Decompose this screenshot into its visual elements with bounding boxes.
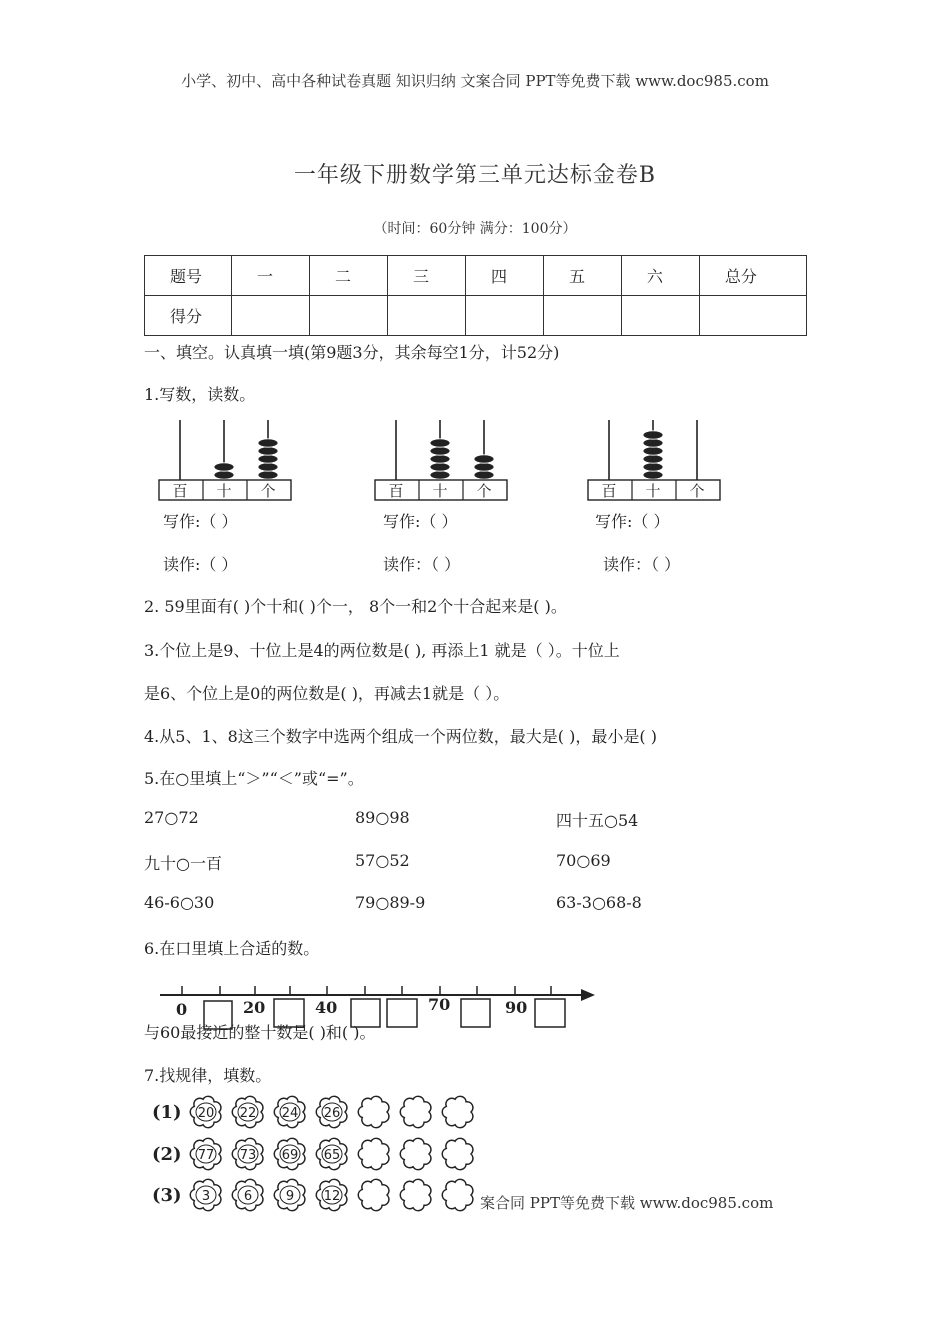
- flower-number: 20: [197, 1106, 215, 1121]
- abacus-bead: [643, 431, 663, 439]
- abacus-column-label: 十: [645, 482, 661, 500]
- score-cell[interactable]: [309, 296, 387, 336]
- nearest-tens-question: 与60最接近的整十数是( )和( )。: [144, 1023, 376, 1042]
- score-header-cell: 六: [621, 256, 699, 296]
- compare-item[interactable]: 46-6○30: [144, 893, 215, 912]
- abacus-bead: [474, 455, 494, 463]
- write-answer-2[interactable]: 写作:（ ）: [383, 512, 458, 531]
- score-header-cell: 二: [309, 256, 387, 296]
- abacus-bead: [214, 471, 234, 479]
- blank-flower[interactable]: [442, 1179, 473, 1210]
- question-6: 6.在口里填上合适的数。: [144, 939, 320, 958]
- pattern-row-label: (2): [152, 1144, 182, 1165]
- abacus-bead: [474, 463, 494, 471]
- abacus-bead: [214, 463, 234, 471]
- abacus-bead: [430, 471, 450, 479]
- abacus-bead: [430, 455, 450, 463]
- number-line-label: 70: [428, 995, 451, 1014]
- abacus-column-label: 十: [216, 482, 232, 500]
- flower-number: 24: [281, 1106, 299, 1121]
- score-table: [144, 255, 807, 336]
- pattern-row-1-svg: [150, 1094, 490, 1130]
- number-line-arrow: [581, 989, 595, 1001]
- compare-item[interactable]: 57○52: [355, 851, 410, 870]
- blank-flower[interactable]: [442, 1138, 473, 1169]
- flower-number: 6: [243, 1189, 253, 1204]
- pattern-row-3: [150, 1177, 490, 1217]
- compare-item[interactable]: 89○98: [355, 808, 410, 827]
- score-cell[interactable]: [543, 296, 621, 336]
- abacus-bead: [258, 463, 278, 471]
- abacus-bead: [430, 463, 450, 471]
- pattern-row-2: [150, 1136, 490, 1176]
- abacus-bead: [643, 455, 663, 463]
- score-cell[interactable]: [621, 296, 699, 336]
- score-cell[interactable]: [465, 296, 543, 336]
- abacus-bead: [643, 463, 663, 471]
- question-7: 7.找规律，填数。: [144, 1066, 272, 1085]
- answer-box[interactable]: [461, 999, 490, 1027]
- question-3-line-2: 是6、个位上是0的两位数是( )，再减去1就是（ ）。: [144, 684, 510, 703]
- abacus-2-svg: [374, 418, 514, 503]
- read-answer-3[interactable]: 读作：（ ）: [603, 555, 681, 574]
- pattern-row-3-svg: [150, 1177, 490, 1213]
- score-cell[interactable]: [699, 296, 806, 336]
- abacus-bead: [258, 439, 278, 447]
- flower-number: 77: [197, 1148, 215, 1163]
- pattern-row-label: (1): [152, 1102, 182, 1123]
- flower-number: 12: [323, 1189, 341, 1204]
- question-2: 2. 59里面有( )个十和( )个一， 8个一和2个十合起来是( )。: [144, 597, 567, 616]
- score-header-cell: 一: [232, 256, 310, 296]
- blank-flower[interactable]: [358, 1179, 389, 1210]
- compare-item[interactable]: 63-3○68-8: [556, 893, 642, 912]
- abacus-bead: [643, 447, 663, 455]
- score-cell[interactable]: [232, 296, 310, 336]
- blank-flower[interactable]: [358, 1096, 389, 1127]
- abacus-column-label: 个: [689, 482, 705, 500]
- abacus-column-label: 百: [172, 482, 188, 500]
- abacus-bead: [474, 471, 494, 479]
- score-cell[interactable]: [387, 296, 465, 336]
- page-title: 一年级下册数学第三单元达标金卷B: [293, 163, 657, 188]
- answer-box[interactable]: [387, 999, 417, 1027]
- abacus-2: [374, 418, 514, 503]
- number-line-label: 20: [243, 998, 266, 1017]
- abacus-1: [158, 418, 298, 503]
- flower-number: 73: [239, 1148, 257, 1163]
- number-line-label: 0: [176, 1000, 188, 1019]
- question-5: 5.在○里填上“＞”“＜”或“=”。: [144, 769, 364, 788]
- blank-flower[interactable]: [400, 1179, 431, 1210]
- read-answer-1[interactable]: 读作:（ ）: [163, 555, 238, 574]
- score-row-label: 得分: [145, 296, 232, 336]
- score-header-cell: 题号: [145, 256, 232, 296]
- abacus-1-svg: [158, 418, 298, 503]
- flower-number: 69: [281, 1148, 299, 1163]
- abacus-bead: [258, 455, 278, 463]
- write-answer-1[interactable]: 写作:（ ）: [163, 512, 238, 531]
- number-line-ticks: [182, 986, 551, 995]
- compare-item[interactable]: 27○72: [144, 808, 199, 827]
- score-header-cell: 三: [387, 256, 465, 296]
- exam-info: （时间：60分钟 满分：100分）: [373, 221, 577, 237]
- compare-item[interactable]: 九十○一百: [144, 854, 222, 873]
- question-1: 1.写数，读数。: [144, 385, 256, 404]
- score-header-cell: 总分: [699, 256, 806, 296]
- flower-number: 65: [323, 1148, 341, 1163]
- question-4: 4.从5、1、8这三个数字中选两个组成一个两位数，最大是( )，最小是( ): [144, 727, 657, 746]
- abacus-bead: [258, 471, 278, 479]
- blank-flower[interactable]: [358, 1138, 389, 1169]
- flower-number: 26: [323, 1106, 341, 1121]
- compare-item[interactable]: 四十五○54: [556, 811, 639, 830]
- abacus-3-svg: [587, 418, 727, 503]
- section-1-heading: 一、填空。认真填一填(第9题3分，其余每空1分，计52分): [144, 343, 560, 362]
- blank-flower[interactable]: [400, 1138, 431, 1169]
- compare-item[interactable]: 70○69: [556, 851, 611, 870]
- write-answer-3[interactable]: 写作:（ ）: [595, 512, 670, 531]
- page-footer: 案合同 PPT等免费下载 www.doc985.com: [480, 1194, 774, 1212]
- score-header-cell: 四: [465, 256, 543, 296]
- blank-flower[interactable]: [442, 1096, 473, 1127]
- flower-number: 9: [285, 1189, 295, 1204]
- blank-flower[interactable]: [400, 1096, 431, 1127]
- score-header-cell: 五: [543, 256, 621, 296]
- abacus-column-label: 百: [601, 482, 617, 500]
- abacus-column-label: 十: [432, 482, 448, 500]
- abacus-bead: [258, 447, 278, 455]
- score-table-score-row: [145, 296, 807, 336]
- flower-number: 22: [239, 1106, 257, 1121]
- abacus-bead: [430, 447, 450, 455]
- number-line-label: 40: [315, 998, 338, 1017]
- pattern-row-label: (3): [152, 1185, 182, 1206]
- page-header: 小学、初中、高中各种试卷真题 知识归纳 文案合同 PPT等免费下载 www.doc985.com: [181, 72, 769, 90]
- abacus-column-label: 个: [476, 482, 492, 500]
- read-answer-2[interactable]: 读作：（ ）: [383, 555, 461, 574]
- abacus-bead: [643, 439, 663, 447]
- flower-number: 3: [201, 1189, 211, 1204]
- pattern-row-1: [150, 1094, 490, 1134]
- abacus-column-label: 个: [260, 482, 276, 500]
- answer-box[interactable]: [535, 999, 565, 1027]
- score-table-header-row: [145, 256, 807, 296]
- abacus-column-label: 百: [388, 482, 404, 500]
- abacus-bead: [430, 439, 450, 447]
- abacus-bead: [643, 471, 663, 479]
- abacus-3: [587, 418, 727, 503]
- question-3-line-1: 3.个位上是9、十位上是4的两位数是( ), 再添上1 就是（ ）。十位上: [144, 641, 620, 660]
- pattern-row-2-svg: [150, 1136, 490, 1172]
- compare-item[interactable]: 79○89-9: [355, 893, 426, 912]
- number-line-label: 90: [505, 998, 528, 1017]
